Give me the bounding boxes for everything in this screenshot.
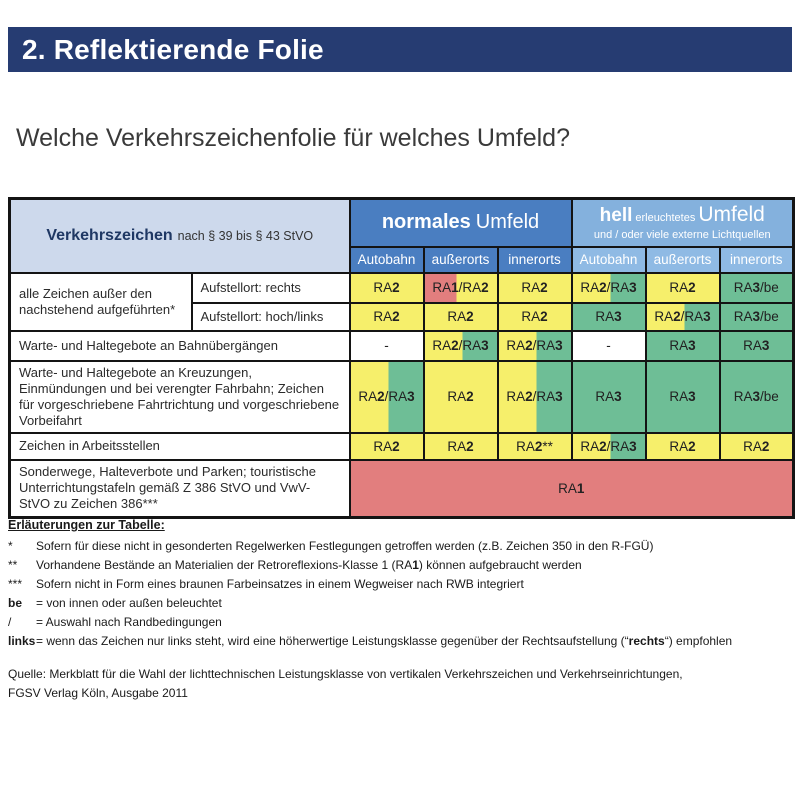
row-label: Warte- und Haltegebote an Bahnübergängen — [10, 331, 350, 361]
group-hell-bold: hell — [599, 205, 633, 227]
footnote-item — [8, 632, 792, 651]
value-cell: RA2/RA3 — [572, 433, 646, 460]
footnote-marker: be — [8, 596, 23, 610]
value-cell: RA2/RA3 — [498, 331, 572, 361]
value-cell: - — [572, 331, 646, 361]
value-cell: RA2** — [498, 433, 572, 460]
value-cell: RA2 — [350, 303, 424, 331]
footnote-text: Sofern nicht in Form eines braunen Farbeinsatzes in einem Wegweiser nach RWB integriert — [36, 577, 524, 591]
row-label: Warte- und Haltegebote an Kreuzungen, Einmündungen und bei verengter Fahrbahn; Zeichen für vorgeschriebene Fahrtrichtung und vorgeschriebene Vorbeifahrt — [10, 361, 350, 433]
table-row — [10, 460, 794, 518]
group-hell-subtitle: und / oder viele externe Lichtquellen — [593, 229, 771, 242]
footnote-text: = von innen oder außen beleuchtet — [36, 596, 222, 610]
group-hell-small: erleuchtetes — [635, 212, 696, 225]
column-header-ausserorts-hell: außerorts — [646, 247, 720, 273]
value-cell: RA3 — [572, 303, 646, 331]
column-header-autobahn-hell: Autobahn — [572, 247, 646, 273]
value-cell: RA2/RA3 — [350, 361, 424, 433]
footnote-item — [8, 575, 792, 594]
group-hell-line1 — [574, 204, 792, 229]
footnote-marker: ** — [8, 558, 18, 572]
value-cell: RA2 — [350, 273, 424, 303]
row-label: Sonderwege, Halteverbote und Parken; touristische Unterrichtungstafeln gemäß Z 386 StVO und VwV-StVO zu Zeichen 386*** — [10, 460, 350, 518]
value-cell: RA2/RA3 — [646, 303, 720, 331]
value-cell: RA3/be — [720, 273, 794, 303]
column-header-ausserorts-normal: außerorts — [424, 247, 498, 273]
corner-title: Verkehrszeichen — [46, 226, 173, 244]
footnote-marker: links — [8, 634, 36, 648]
value-cell: RA2 — [424, 361, 498, 433]
footnote-text: Sofern für diese nicht in gesonderten Regelwerken Festlegungen getroffen werden (z.B. Zeichen 350 in den R-FGÜ) — [36, 539, 654, 553]
corner-subtitle: nach § 39 bis § 43 StVO — [177, 228, 314, 243]
row-sublabel: Aufstellort: rechts — [192, 273, 350, 303]
value-cell: RA2 — [646, 433, 720, 460]
footnote-text-post: “) empfohlen — [664, 634, 733, 648]
row-sublabel: Aufstellort: hoch/links — [192, 303, 350, 331]
value-cell: RA2/RA3 — [498, 361, 572, 433]
source-line-1: Quelle: Merkblatt für die Wahl der lichttechnischen Leistungsklasse von vertikalen Verkehrszeichen und Verkehrseinrichtungen, — [8, 667, 683, 681]
value-cell: RA2 — [646, 273, 720, 303]
value-cell: RA3 — [720, 331, 794, 361]
row-label: Zeichen in Arbeitsstellen — [10, 433, 350, 460]
column-header-innerorts-hell: innerorts — [720, 247, 794, 273]
source-block — [8, 665, 792, 703]
question-heading: Welche Verkehrszeichenfolie für welches Umfeld? — [16, 124, 570, 152]
table-row — [10, 361, 794, 433]
footnote-item — [8, 537, 792, 556]
value-cell: RA2 — [720, 433, 794, 460]
value-cell: RA3/be — [720, 303, 794, 331]
header-group-row — [10, 199, 794, 247]
group-hell-big: Umfeld — [698, 203, 765, 227]
footnote-marker: * — [8, 539, 13, 553]
footnote-marker: *** — [8, 577, 23, 591]
corner-cell — [10, 199, 350, 273]
group-header-normal — [350, 199, 572, 247]
footnote-item — [8, 594, 792, 613]
value-cell: - — [350, 331, 424, 361]
value-cell: RA3 — [646, 331, 720, 361]
value-cell: RA2/RA3 — [424, 331, 498, 361]
footnotes-heading: Erläuterungen zur Tabelle: — [8, 518, 165, 532]
page-title-bar — [8, 27, 792, 72]
group-header-hell — [572, 199, 794, 247]
value-cell: RA2 — [424, 433, 498, 460]
page-title: 2. Reflektierende Folie — [22, 34, 324, 65]
table-row — [10, 331, 794, 361]
value-cell: RA2 — [424, 303, 498, 331]
footnote-text-bold: rechts — [628, 634, 665, 648]
value-cell-ra1: RA1 — [350, 460, 794, 518]
row-label: alle Zeichen außer den nachstehend aufgeführten* — [10, 273, 192, 331]
value-cell: RA2 — [350, 433, 424, 460]
footnote-text-bold: 1 — [412, 558, 419, 572]
value-cell: RA3 — [646, 361, 720, 433]
footnote-text-post: ) können aufgebraucht werden — [418, 558, 582, 572]
footnote-text — [36, 556, 792, 575]
value-cell: RA2 — [498, 273, 572, 303]
source-line-2: FGSV Verlag Köln, Ausgabe 2011 — [8, 686, 188, 700]
footnote-marker: / — [8, 615, 12, 629]
value-cell: RA3/be — [720, 361, 794, 433]
column-header-autobahn-normal: Autobahn — [350, 247, 424, 273]
table-row — [10, 273, 794, 303]
footnote-text-pre: = wenn das Zeichen nur links steht, wird eine höherwertige Leistungsklasse gegenüber der Rechtsaufstellung (“ — [36, 634, 629, 648]
value-cell: RA2 — [498, 303, 572, 331]
footnote-text — [36, 632, 792, 651]
table-row — [10, 433, 794, 460]
group-normal-rest: Umfeld — [475, 211, 540, 234]
footnote-item — [8, 556, 792, 575]
value-cell: RA2/RA3 — [572, 273, 646, 303]
main-table — [8, 197, 795, 519]
footnotes-section — [8, 518, 792, 703]
value-cell: RA1/RA2 — [424, 273, 498, 303]
value-cell: RA3 — [572, 361, 646, 433]
footnote-text-pre: Vorhandene Bestände an Materialien der Retroreflexions-Klasse 1 (RA — [36, 558, 413, 572]
footnote-text: = Auswahl nach Randbedingungen — [36, 615, 222, 629]
column-header-innerorts-normal: innerorts — [498, 247, 572, 273]
footnote-item — [8, 613, 792, 632]
group-normal-bold: normales — [381, 211, 471, 234]
